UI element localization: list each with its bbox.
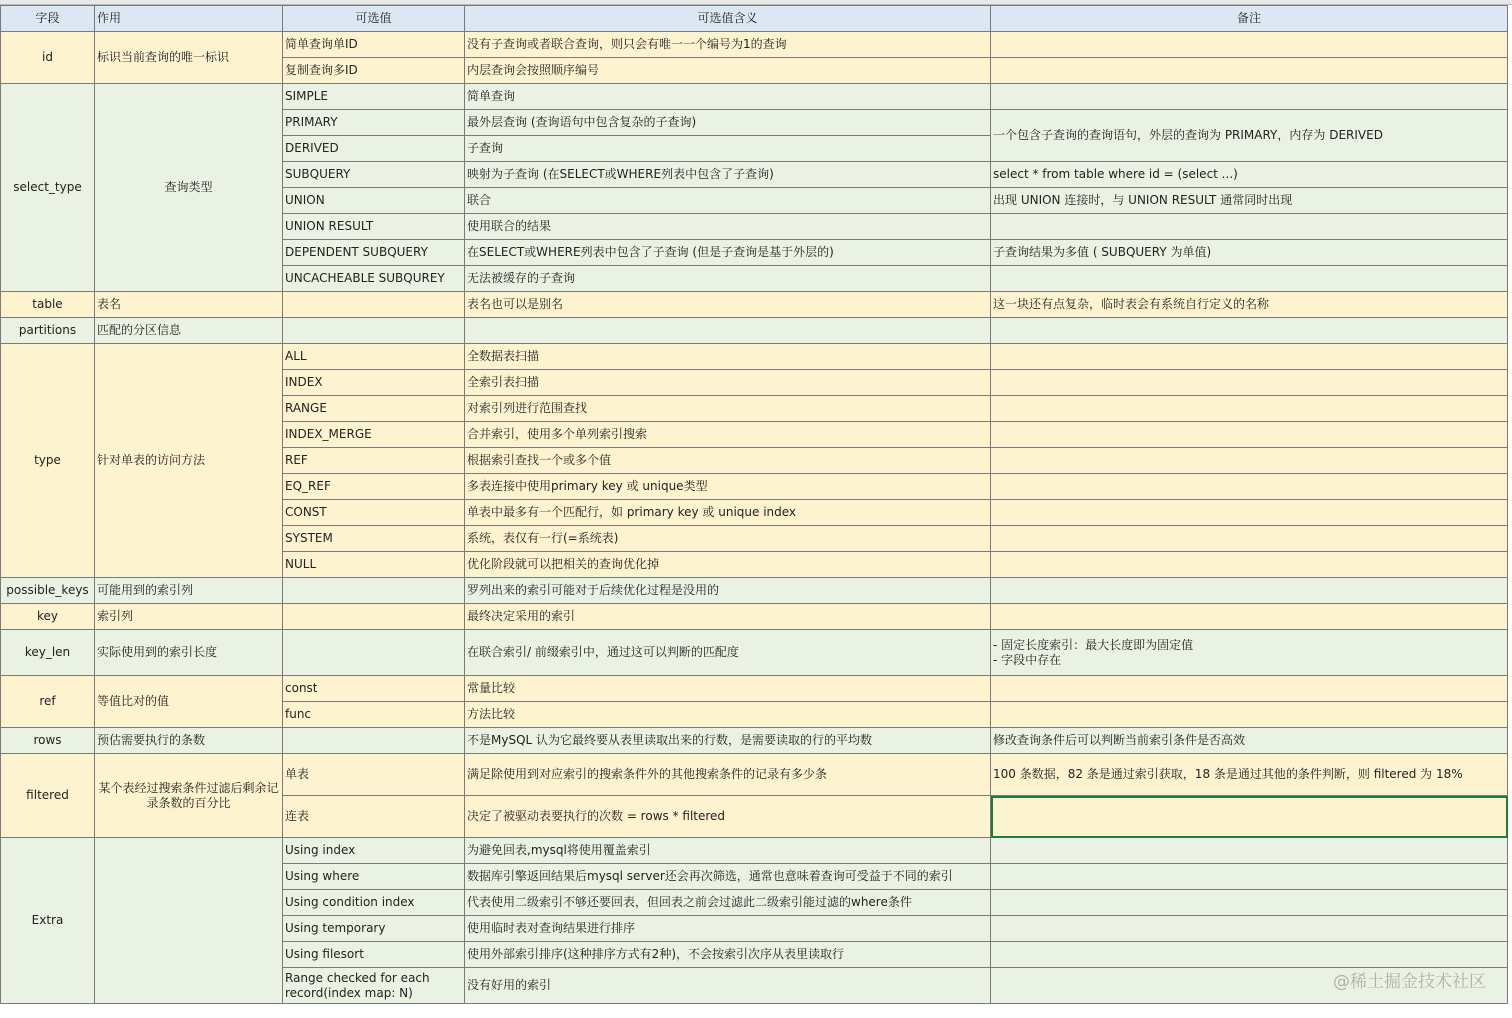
meaning-cell[interactable]: 罗列出来的索引可能对于后续优化过程是没用的 — [465, 578, 991, 604]
value-cell[interactable]: 复制查询多ID — [283, 58, 465, 84]
meaning-cell[interactable]: 决定了被驱动表要执行的次数 = rows * filtered — [465, 796, 991, 838]
meaning-cell[interactable]: 使用联合的结果 — [465, 214, 991, 240]
table-row — [1, 32, 1508, 58]
note-cell[interactable] — [991, 578, 1508, 604]
value-cell[interactable]: 连表 — [283, 796, 465, 838]
value-cell[interactable]: Using temporary — [283, 916, 465, 942]
value-cell[interactable] — [283, 578, 465, 604]
note-cell[interactable] — [991, 214, 1508, 240]
value-cell[interactable] — [283, 604, 465, 630]
value-cell[interactable]: UNION — [283, 188, 465, 214]
meaning-cell[interactable]: 数据库引擎返回结果后mysql server还会再次筛选，通常也意味着查询可受益于不同的索引 — [465, 864, 991, 890]
meaning-cell[interactable]: 最终决定采用的索引 — [465, 604, 991, 630]
purpose-cell[interactable]: 索引列 — [95, 604, 283, 630]
table-row — [1, 604, 1508, 630]
purpose-cell[interactable]: 匹配的分区信息 — [95, 318, 283, 344]
meaning-cell[interactable]: 为避免回表,mysql将使用覆盖索引 — [465, 838, 991, 864]
table-row — [1, 84, 1508, 110]
note-cell[interactable] — [991, 604, 1508, 630]
field-cell[interactable]: table — [1, 292, 95, 318]
meaning-cell[interactable]: 映射为子查询 (在SELECT或WHERE列表中包含了子查询) — [465, 162, 991, 188]
header-cell-field[interactable]: 字段 — [1, 6, 95, 32]
table-row — [1, 728, 1508, 754]
table-row — [1, 676, 1508, 702]
purpose-cell[interactable]: 某个表经过搜索条件过滤后剩余记录条数的百分比 — [95, 754, 283, 838]
value-cell[interactable]: UNION RESULT — [283, 214, 465, 240]
value-cell[interactable]: Using condition index — [283, 890, 465, 916]
meaning-cell[interactable]: 对索引列进行范围查找 — [465, 396, 991, 422]
note-cell[interactable] — [991, 448, 1508, 474]
meaning-cell[interactable]: 合并索引，使用多个单列索引搜索 — [465, 422, 991, 448]
meaning-cell[interactable]: 方法比较 — [465, 702, 991, 728]
meaning-cell[interactable]: 根据索引查找一个或多个值 — [465, 448, 991, 474]
value-cell[interactable]: 单表 — [283, 754, 465, 796]
value-cell[interactable]: SYSTEM — [283, 526, 465, 552]
meaning-cell[interactable]: 最外层查询 (查询语句中包含复杂的子查询) — [465, 110, 991, 136]
header-cell-purpose[interactable]: 作用 — [95, 6, 283, 32]
selected-note-cell[interactable] — [991, 796, 1508, 838]
note-cell[interactable] — [991, 84, 1508, 110]
meaning-cell[interactable]: 无法被缓存的子查询 — [465, 266, 991, 292]
note-cell[interactable] — [991, 942, 1508, 968]
table-row — [1, 344, 1508, 370]
note-cell[interactable] — [991, 864, 1508, 890]
value-cell[interactable]: EQ_REF — [283, 474, 465, 500]
meaning-cell[interactable]: 使用外部索引排序(这种排序方式有2种)，不会按索引次序从表里读取行 — [465, 942, 991, 968]
note-line: - 字段中存在 — [993, 652, 1062, 667]
field-cell[interactable]: type — [1, 344, 95, 578]
note-cell[interactable] — [991, 838, 1508, 864]
meaning-cell[interactable]: 代表使用二级索引不够还要回表，但回表之前会过滤此二级索引能过滤的where条件 — [465, 890, 991, 916]
value-cell[interactable]: NULL — [283, 552, 465, 578]
table-row — [1, 318, 1508, 344]
note-cell[interactable]: 一个包含子查询的查询语句，外层的查询为 PRIMARY，内存为 DERIVED — [991, 110, 1508, 162]
value-cell[interactable]: INDEX_MERGE — [283, 422, 465, 448]
table-row — [1, 292, 1508, 318]
value-cell[interactable] — [283, 728, 465, 754]
value-cell[interactable]: Using where — [283, 864, 465, 890]
note-cell[interactable] — [991, 890, 1508, 916]
field-cell[interactable]: partitions — [1, 318, 95, 344]
meaning-cell[interactable]: 全数据表扫描 — [465, 344, 991, 370]
note-cell[interactable] — [991, 318, 1508, 344]
meaning-cell[interactable]: 没有子查询或者联合查询，则只会有唯一一个编号为1的查询 — [465, 32, 991, 58]
value-cell[interactable]: REF — [283, 448, 465, 474]
meaning-cell[interactable]: 满足除使用到对应索引的搜索条件外的其他搜索条件的记录有多少条 — [465, 754, 991, 796]
note-cell[interactable]: 修改查询条件后可以判断当前索引条件是否高效 — [991, 728, 1508, 754]
value-cell[interactable]: UNCACHEABLE SUBQUREY — [283, 266, 465, 292]
purpose-cell[interactable]: 查询类型 — [95, 84, 283, 292]
note-cell[interactable] — [991, 32, 1508, 58]
note-cell[interactable] — [991, 266, 1508, 292]
field-cell[interactable]: possible_keys — [1, 578, 95, 604]
meaning-cell[interactable]: 简单查询 — [465, 84, 991, 110]
meaning-cell[interactable]: 在SELECT或WHERE列表中包含了子查询 (但是子查询是基于外层的) — [465, 240, 991, 266]
meaning-cell[interactable] — [465, 318, 991, 344]
note-cell[interactable]: 100 条数据，82 条是通过索引获取，18 条是通过其他的条件判断，则 filtered 为 18% — [991, 754, 1508, 796]
value-cell[interactable]: RANGE — [283, 396, 465, 422]
note-cell[interactable] — [991, 676, 1508, 702]
value-cell[interactable] — [283, 318, 465, 344]
meaning-cell[interactable]: 不是MySQL 认为它最终要从表里读取出来的行数，是需要读取的行的平均数 — [465, 728, 991, 754]
explain-table — [0, 5, 1508, 1004]
value-cell[interactable]: DERIVED — [283, 136, 465, 162]
meaning-cell[interactable]: 单表中最多有一个匹配行，如 primary key 或 unique index — [465, 500, 991, 526]
watermark-text: @稀土掘金技术社区 — [1333, 972, 1486, 992]
note-cell[interactable] — [991, 344, 1508, 370]
value-cell[interactable]: DEPENDENT SUBQUERY — [283, 240, 465, 266]
header-row — [1, 6, 1508, 32]
meaning-cell[interactable]: 多表连接中使用primary key 或 unique类型 — [465, 474, 991, 500]
meaning-cell[interactable]: 全索引表扫描 — [465, 370, 991, 396]
purpose-cell[interactable]: 标识当前查询的唯一标识 — [95, 32, 283, 84]
value-cell[interactable]: func — [283, 702, 465, 728]
value-cell[interactable]: SUBQUERY — [283, 162, 465, 188]
note-cell[interactable] — [991, 630, 1508, 676]
note-line: - 固定长度索引：最大长度即为固定值 — [993, 637, 1194, 652]
meaning-cell[interactable]: 常量比较 — [465, 676, 991, 702]
purpose-cell[interactable]: 预估需要执行的条数 — [95, 728, 283, 754]
purpose-cell[interactable] — [95, 838, 283, 1004]
note-cell[interactable] — [991, 702, 1508, 728]
note-cell[interactable] — [991, 474, 1508, 500]
purpose-cell[interactable]: 可能用到的索引列 — [95, 578, 283, 604]
header-cell-value[interactable]: 可选值 — [283, 6, 465, 32]
purpose-cell[interactable]: 表名 — [95, 292, 283, 318]
value-cell[interactable]: SIMPLE — [283, 84, 465, 110]
value-cell[interactable]: 简单查询单ID — [283, 32, 465, 58]
meaning-cell[interactable]: 没有好用的索引 — [465, 968, 991, 1004]
meaning-cell[interactable]: 使用临时表对查询结果进行排序 — [465, 916, 991, 942]
value-cell[interactable]: const — [283, 676, 465, 702]
meaning-cell[interactable]: 子查询 — [465, 136, 991, 162]
field-cell[interactable]: ref — [1, 676, 95, 728]
note-cell[interactable] — [991, 526, 1508, 552]
value-cell[interactable] — [283, 292, 465, 318]
table-row — [1, 754, 1508, 796]
note-cell[interactable] — [991, 396, 1508, 422]
note-cell[interactable] — [991, 552, 1508, 578]
table-row — [1, 578, 1508, 604]
value-cell[interactable] — [283, 630, 465, 676]
purpose-cell[interactable]: 等值比对的值 — [95, 676, 283, 728]
field-cell[interactable]: Extra — [1, 838, 95, 1004]
field-cell[interactable]: filtered — [1, 754, 95, 838]
value-cell[interactable]: Using index — [283, 838, 465, 864]
note-cell[interactable]: 出现 UNION 连接时，与 UNION RESULT 通常同时出现 — [991, 188, 1508, 214]
meaning-cell[interactable]: 系统，表仅有一行(=系统表) — [465, 526, 991, 552]
field-cell[interactable]: id — [1, 32, 95, 84]
note-cell[interactable] — [991, 500, 1508, 526]
meaning-cell[interactable]: 优化阶段就可以把相关的查询优化掉 — [465, 552, 991, 578]
meaning-cell[interactable]: 表名也可以是别名 — [465, 292, 991, 318]
header-cell-note[interactable]: 备注 — [991, 6, 1508, 32]
purpose-cell[interactable]: 针对单表的访问方法 — [95, 344, 283, 578]
note-cell[interactable] — [991, 58, 1508, 84]
table-row — [1, 630, 1508, 676]
value-cell[interactable]: ALL — [283, 344, 465, 370]
value-cell[interactable]: INDEX — [283, 370, 465, 396]
purpose-cell[interactable]: 实际使用到的索引长度 — [95, 630, 283, 676]
note-cell[interactable]: select * from table where id = (select ...) — [991, 162, 1508, 188]
note-cell[interactable] — [991, 916, 1508, 942]
field-cell[interactable]: key_len — [1, 630, 95, 676]
meaning-cell[interactable]: 在联合索引/ 前缀索引中，通过这可以判断的匹配度 — [465, 630, 991, 676]
note-cell[interactable]: 这一块还有点复杂，临时表会有系统自行定义的名称 — [991, 292, 1508, 318]
header-cell-meaning[interactable]: 可选值含义 — [465, 6, 991, 32]
value-cell[interactable]: CONST — [283, 500, 465, 526]
note-cell[interactable] — [991, 370, 1508, 396]
field-cell[interactable]: key — [1, 604, 95, 630]
field-cell[interactable]: select_type — [1, 84, 95, 292]
value-cell[interactable]: Range checked for each record(index map: N) — [283, 968, 465, 1004]
field-cell[interactable]: rows — [1, 728, 95, 754]
value-cell[interactable]: Using filesort — [283, 942, 465, 968]
note-cell[interactable]: 子查询结果为多值 ( SUBQUERY 为单值) — [991, 240, 1508, 266]
meaning-cell[interactable]: 内层查询会按照顺序编号 — [465, 58, 991, 84]
note-cell[interactable] — [991, 422, 1508, 448]
meaning-cell[interactable]: 联合 — [465, 188, 991, 214]
value-cell[interactable]: PRIMARY — [283, 110, 465, 136]
table-row — [1, 838, 1508, 864]
